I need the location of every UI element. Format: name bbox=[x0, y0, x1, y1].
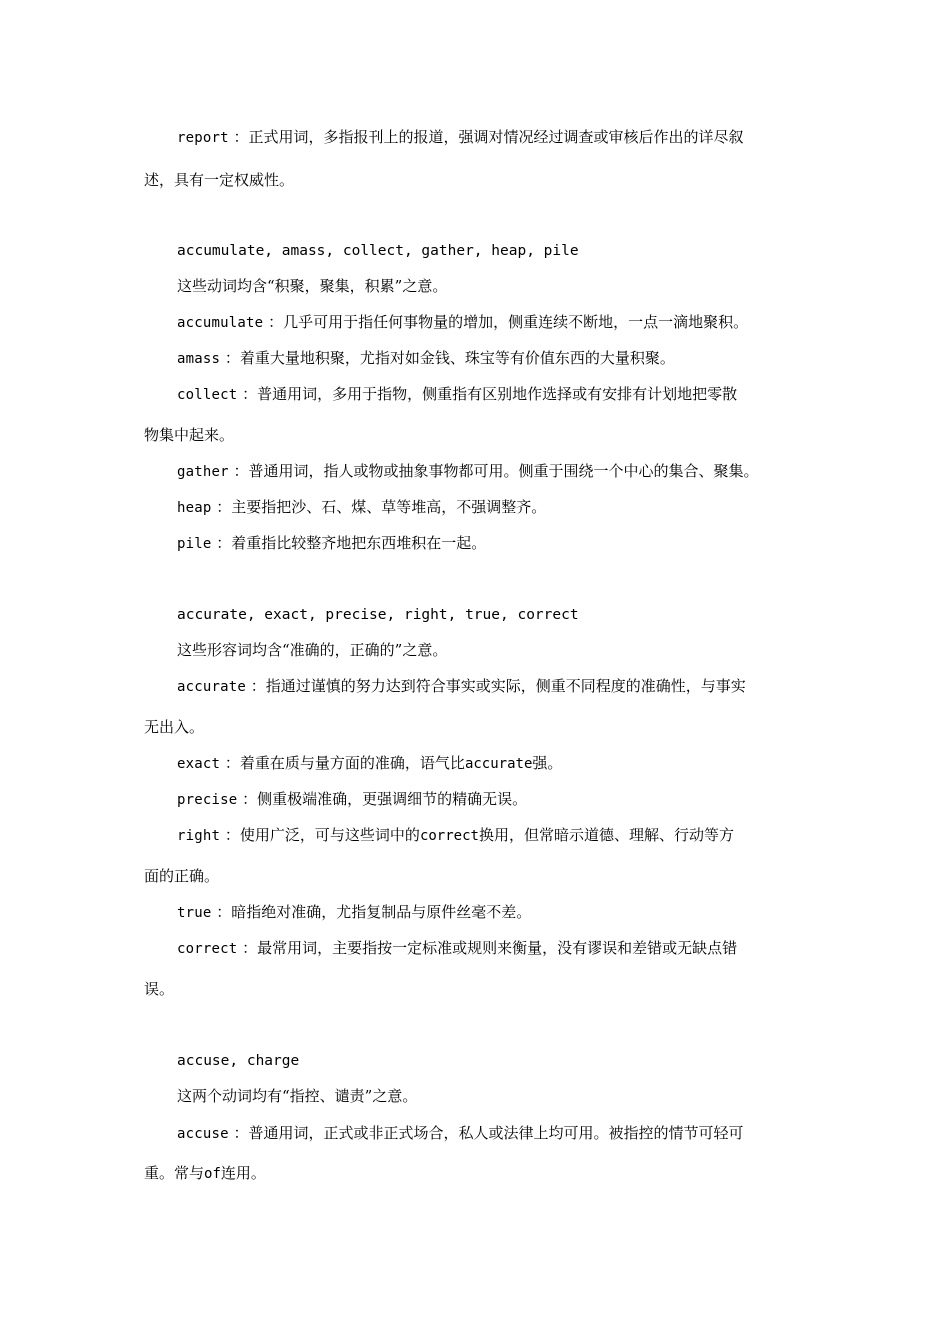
definition-line bbox=[177, 127, 744, 148]
definition-text: ：普通用词，指人或物或抽象事物都可用。侧重于围绕一个中心的集合、聚集。 bbox=[228, 462, 759, 480]
term: right bbox=[177, 828, 221, 844]
term: exact bbox=[177, 756, 221, 772]
definition-line bbox=[177, 753, 562, 774]
term: true bbox=[177, 905, 212, 921]
definition-line bbox=[177, 533, 486, 554]
definition-text: 换用，但常暗示道德、理解、行动等方 bbox=[478, 826, 734, 844]
term: accurate bbox=[177, 679, 247, 695]
definition-text: 述，具有一定权威性。 bbox=[144, 171, 295, 189]
definition-text: ：最常用词，主要指按一定标准或规则来衡量，没有谬误和差错或无缺点错 bbox=[237, 939, 738, 957]
entry-heading: accurate, exact, precise, right, true, correct bbox=[177, 607, 579, 623]
definition-line bbox=[177, 789, 527, 810]
entry-intro: 这两个动词均有“指控、谴责”之意。 bbox=[177, 1087, 418, 1105]
term: accumulate bbox=[177, 315, 264, 331]
definition-text: ：侧重极端准确，更强调细节的精确无误。 bbox=[237, 790, 528, 808]
definition-text: 无出入。 bbox=[144, 718, 205, 736]
definition-continuation bbox=[144, 1163, 266, 1184]
definition-text: 面的正确。 bbox=[144, 867, 220, 885]
definition-continuation bbox=[144, 717, 204, 737]
definition-line bbox=[177, 938, 737, 959]
definition-text: ：着重大量地积聚，尤指对如金钱、珠宝等有价值东西的大量积聚。 bbox=[220, 349, 675, 367]
term: accuse bbox=[177, 1126, 229, 1142]
definition-text: ：几乎可用于指任何事物量的增加，侧重连续不断地，一点一滴地聚积。 bbox=[263, 313, 749, 331]
definition-text: ：普通用词，多用于指物，侧重指有区别地作选择或有安排有计划地把零散 bbox=[237, 385, 738, 403]
term: heap bbox=[177, 500, 212, 516]
definition-text: 物集中起来。 bbox=[144, 426, 235, 444]
definition-line bbox=[177, 497, 546, 518]
term: report bbox=[177, 130, 229, 146]
definition-text: 重。常与 bbox=[144, 1164, 205, 1182]
entry-intro: 这些动词均含“积聚，聚集，积累”之意。 bbox=[177, 277, 448, 295]
definition-text: 误。 bbox=[144, 980, 175, 998]
term: correct bbox=[177, 941, 238, 957]
term: collect bbox=[177, 387, 238, 403]
term: pile bbox=[177, 536, 212, 552]
definition-text: ：普通用词，正式或非正式场合，私人或法律上均可用。被指控的情节可轻可 bbox=[228, 1124, 744, 1142]
definition-text: ：着重指比较整齐地把东西堆积在一起。 bbox=[211, 534, 487, 552]
definition-line bbox=[177, 902, 531, 923]
term: precise bbox=[177, 792, 238, 808]
definition-line bbox=[177, 348, 675, 369]
definition-continuation bbox=[144, 979, 174, 999]
definition-line bbox=[177, 825, 734, 846]
definition-text: ：主要指把沙、石、煤、草等堆高，不强调整齐。 bbox=[211, 498, 547, 516]
definition-text: ：着重在质与量方面的准确，语气比 bbox=[220, 754, 465, 772]
definition-continuation bbox=[144, 425, 234, 445]
definition-continuation bbox=[144, 866, 219, 886]
inline-term: correct bbox=[419, 828, 479, 844]
entry-intro: 这些形容词均含“准确的，正确的”之意。 bbox=[177, 641, 448, 659]
term: gather bbox=[177, 464, 229, 480]
definition-line bbox=[177, 384, 737, 405]
term: amass bbox=[177, 351, 221, 367]
definition-line bbox=[177, 461, 759, 482]
definition-text: ：指通过谨慎的努力达到符合事实或实际，侧重不同程度的准确性，与事实 bbox=[246, 677, 746, 695]
entry-heading: accuse, charge bbox=[177, 1053, 300, 1069]
definition-continuation bbox=[144, 170, 294, 190]
entry-heading: accumulate, amass, collect, gather, heap, pile bbox=[177, 243, 579, 259]
definition-line bbox=[177, 676, 746, 697]
definition-line bbox=[177, 1123, 744, 1144]
definition-text: 连用。 bbox=[220, 1164, 266, 1182]
inline-term: of bbox=[204, 1166, 221, 1182]
definition-line bbox=[177, 312, 748, 333]
inline-term: accurate bbox=[464, 756, 533, 772]
definition-text: ：使用广泛，可与这些词中的 bbox=[220, 826, 420, 844]
definition-text: 强。 bbox=[532, 754, 563, 772]
definition-text: ：正式用词，多指报刊上的报道，强调对情况经过调查或审核后作出的详尽叙 bbox=[228, 128, 744, 146]
definition-text: ：暗指绝对准确，尤指复制品与原件丝毫不差。 bbox=[211, 903, 532, 921]
